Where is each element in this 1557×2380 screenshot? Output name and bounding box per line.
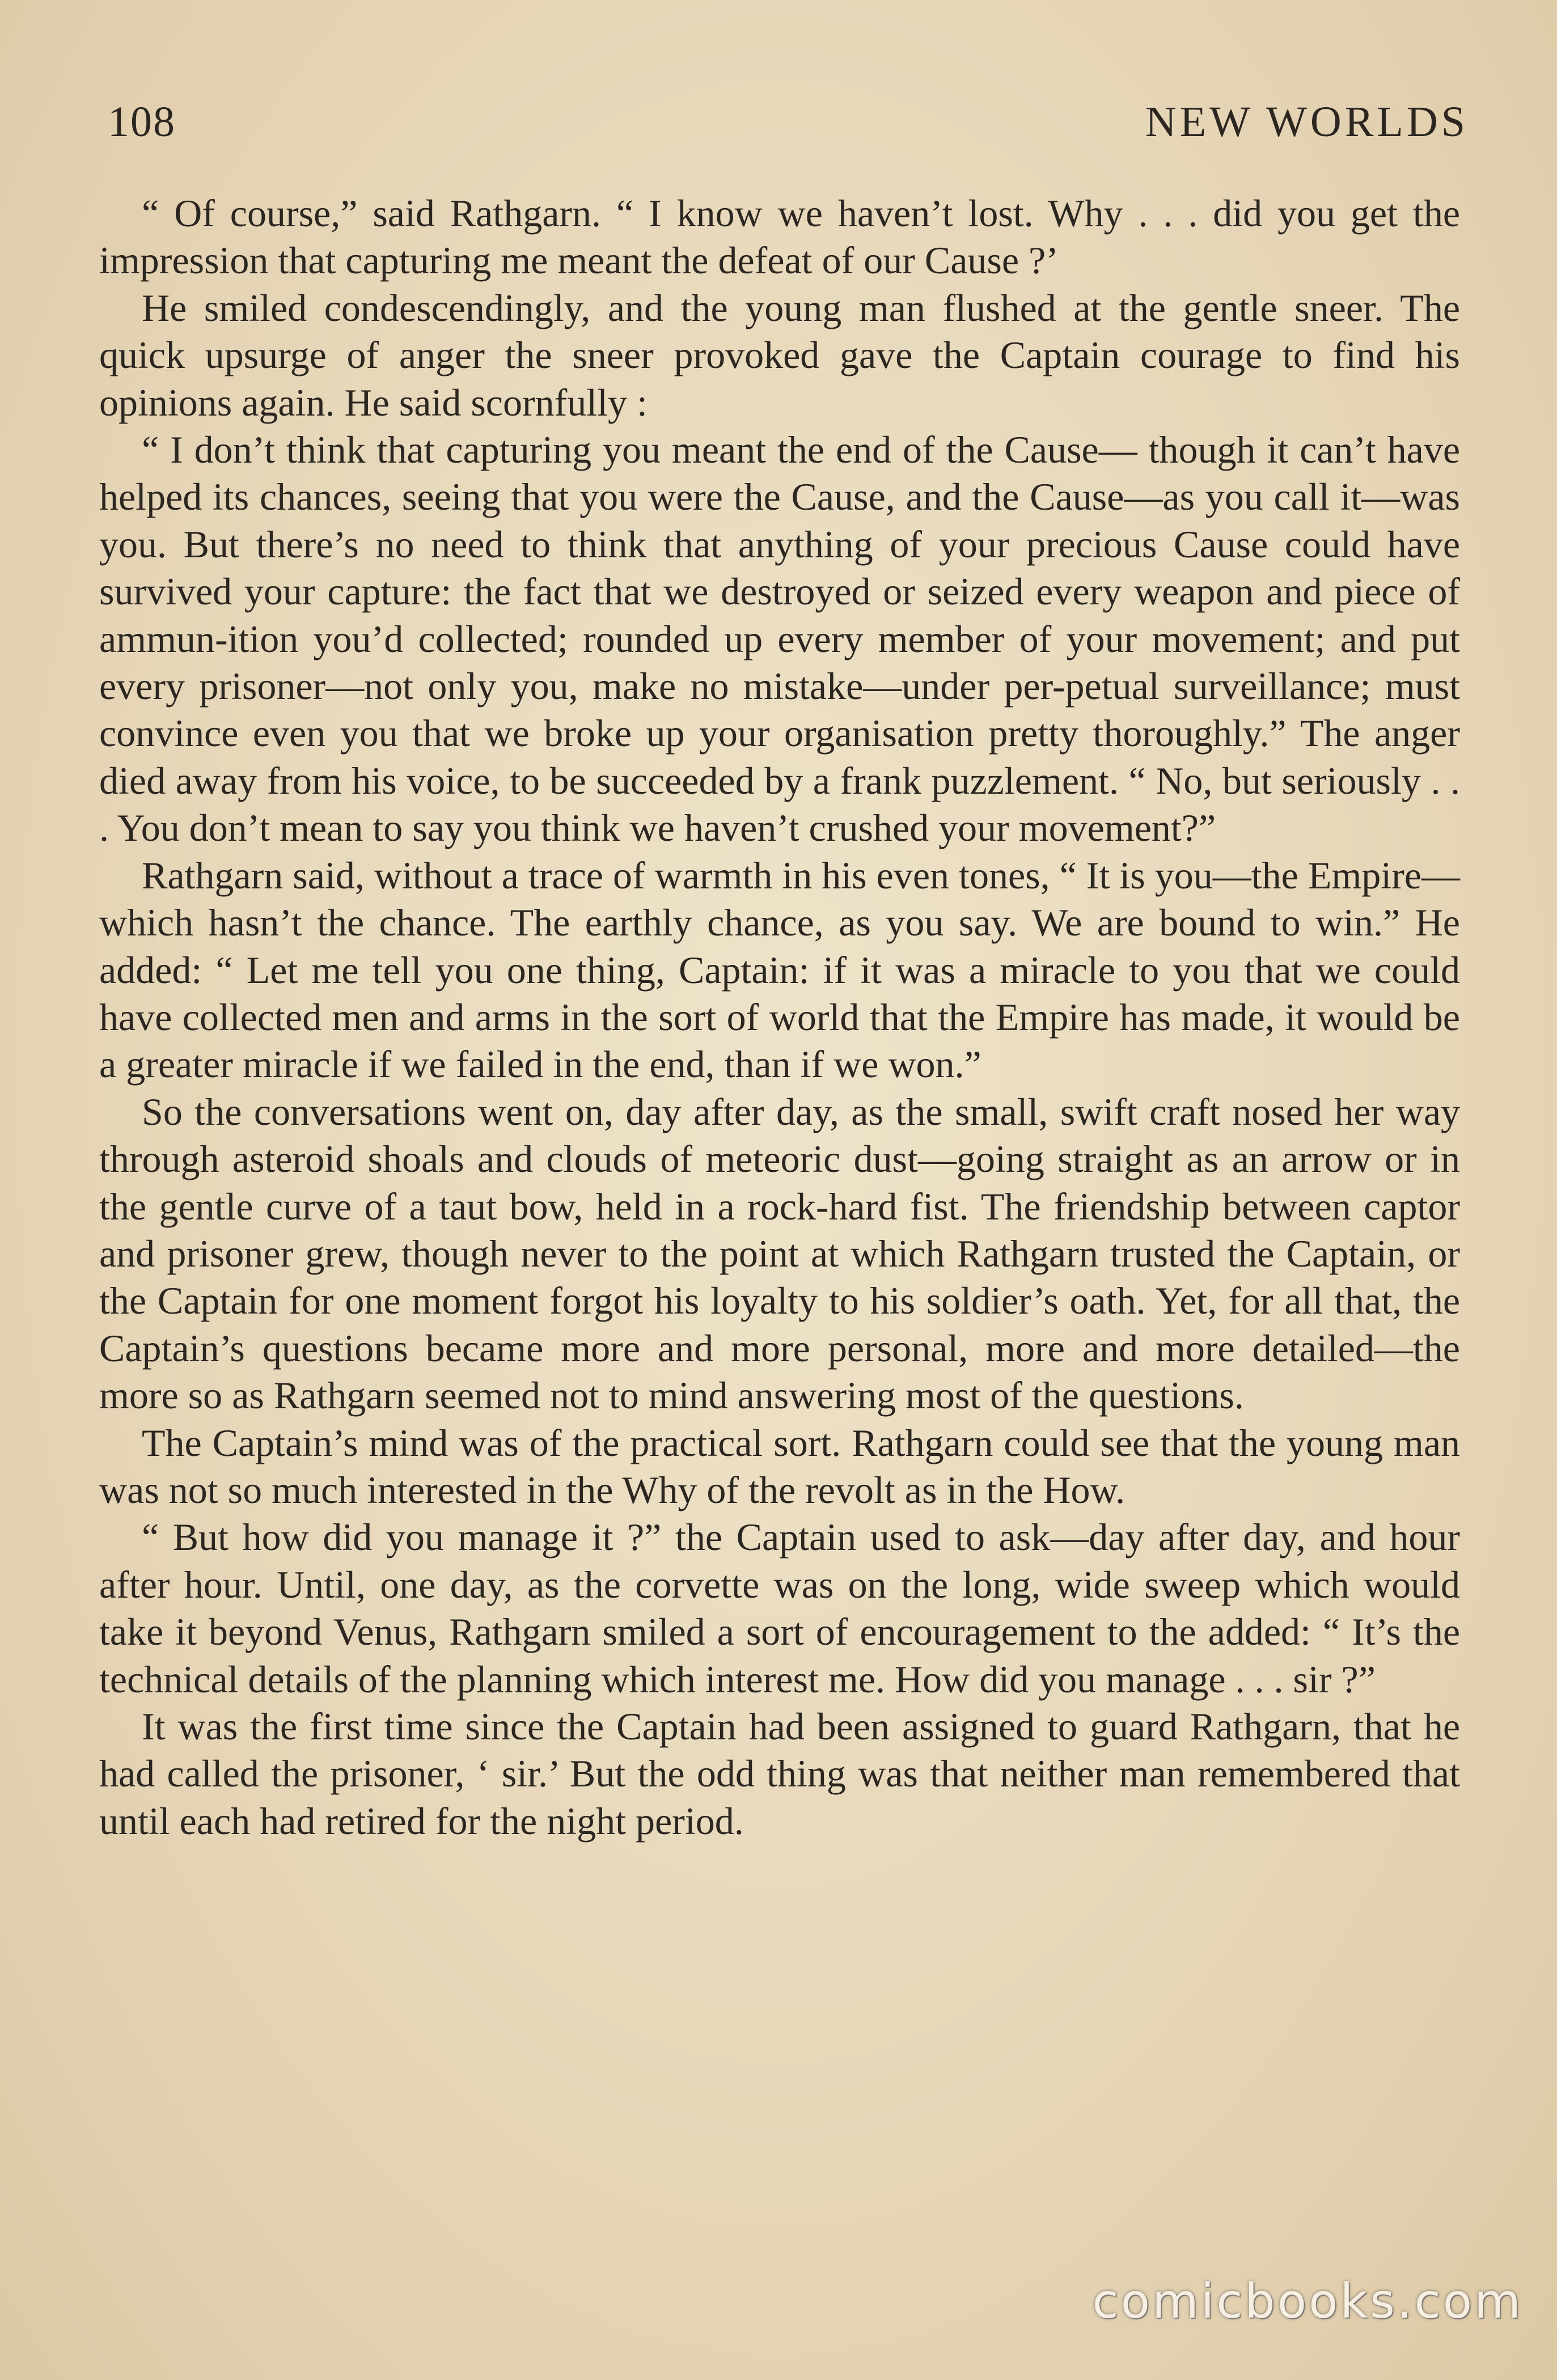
paragraph: “ But how did you manage it ?” the Captain used to ask—day after day, and hour after hour. Until, one day, as the corvette was on the long, wide sweep which would take it beyond Venus, Rathgarn smiled a sort of encouragement to the added: “ It’s the technical details of the planning which interest me. How did you manage . . . sir ?” xyxy=(99,1515,1460,1701)
body-text xyxy=(99,190,1460,1845)
watermark: comicbooks.com xyxy=(1092,2273,1523,2329)
paragraph: The Captain’s mind was of the practical sort. Rathgarn could see that the young man was not so much interested in the Why of the revolt as in the How. xyxy=(99,1421,1460,1511)
running-head: NEW WORLDS xyxy=(1145,98,1469,146)
paragraph: So the conversations went on, day after day, as the small, swift craft nosed her way through asteroid shoals and clouds of meteoric dust—going straight as an arrow or in the gentle curve of a taut bow, held in a rock-hard fist. The friendship between captor and prisoner grew, though never to the point at which Rathgarn trusted the Captain, or the Captain for one moment forgot his loyalty to his soldier’s oath. Yet, for all that, the Captain’s questions became more and more personal, more and more detailed—the more so as Rathgarn seemed not to mind answering most of the questions. xyxy=(99,1090,1460,1417)
paragraph: He smiled condescendingly, and the young man flushed at the gentle sneer. The quick upsurge of anger the sneer provoked gave the Captain courage to find his opinions again. He said scornfully : xyxy=(99,286,1460,424)
paragraph: It was the first time since the Captain had been assigned to guard Rathgarn, that he had called the prisoner, ‘ sir.’ But the odd thing was that neither man remembered that until each had retired for the night period. xyxy=(99,1705,1460,1843)
paragraph: “ Of course,” said Rathgarn. “ I know we haven’t lost. Why . . . did you get the impression that capturing me meant the defeat of our Cause ?’ xyxy=(99,192,1460,282)
page-header xyxy=(108,91,1469,153)
paragraph: Rathgarn said, without a trace of warmth in his even tones, “ It is you—the Empire—which hasn’t the chance. The earthly chance, as you say. We are bound to win.” He added: “ Let me tell you one thing, Captain: if it was a miracle to you that we could have collected men and arms in the sort of world that the Empire has made, it would be a greater miracle if we failed in the end, than if we won.” xyxy=(99,853,1460,1086)
paragraph: “ I don’t think that capturing you meant the end of the Cause— though it can’t have helped its chances, seeing that you were the Cause, and the Cause—as you call it—was you. But there’s no need to think that anything of your precious Cause could have survived your capture: the fact that we destroyed or seized every weapon and piece of ammun-ition you’d collected; rounded up every member of your movement; and put every prisoner—not only you, make no mistake—under per-petual surveillance; must convince even you that we broke up your organisation pretty thoroughly.” The anger died away from his voice, to be succeeded by a frank puzzlement. “ No, but seriously . . . You don’t mean to say you think we haven’t crushed your movement?” xyxy=(99,428,1460,850)
page-number: 108 xyxy=(108,98,176,146)
